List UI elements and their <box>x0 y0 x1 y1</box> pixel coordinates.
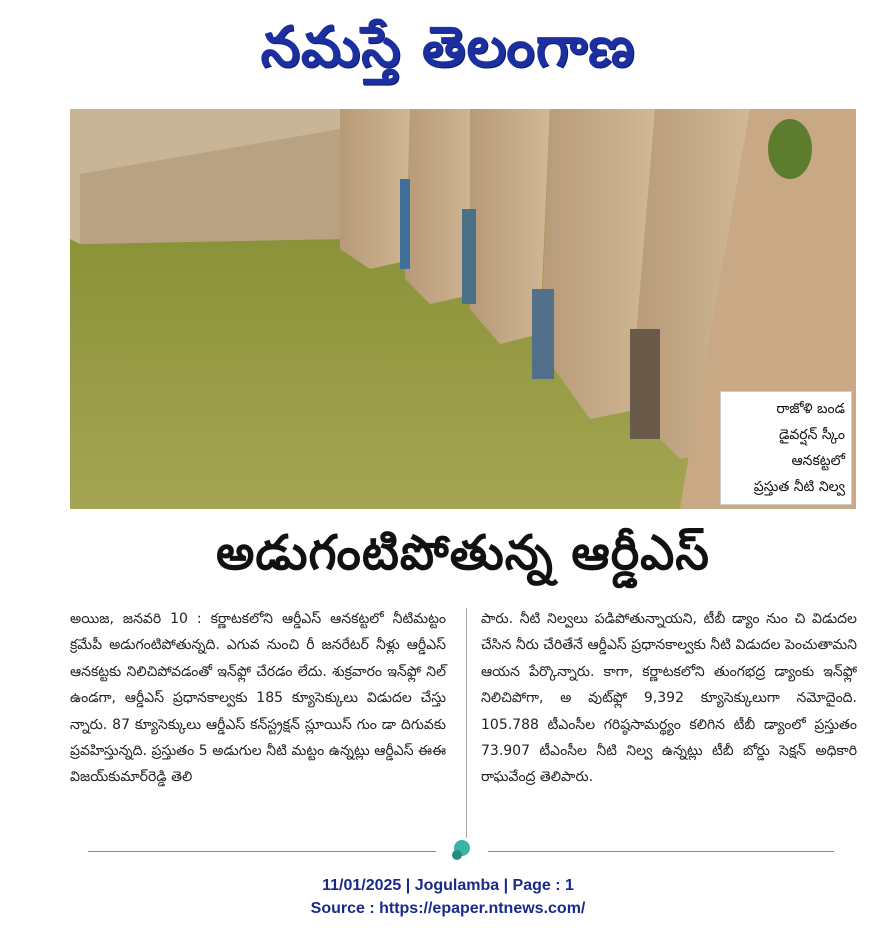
caption-line: రాజోళి బండ <box>776 401 845 417</box>
caption-line: ఆనకట్టలో <box>791 453 845 469</box>
edition-info: 11/01/2025 | Jogulamba | Page : 1 <box>322 877 574 894</box>
caption-line: ప్రస్తుత నీటి నిల్వ <box>753 479 845 495</box>
footer-rule-left <box>88 851 436 852</box>
article-column-left: అయిజ, జనవరి 10 : కర్ణాటకలోని ఆర్డీఎస్ ఆనకట్టలో నీటిమట్టం క్రమేపీ అడుగంటిపోతున్నది. ఎగువ నుంచి రీ జనరేటర్ నీళ్లు ఆర్డీఎస్ ఆనకట్టకు నిలిచిపోవడంతో ఇన్‌ఫ్లో చేరడం లేదు. శుక్రవారం ఇన్‌ఫ్లో నిల్ ఉండగా, ఆర్డీఎస్ ప్రధానకాల్వకు 185 క్యూసెక్కులు విడుదల చేస్తు న్నారు. 87 క్యూసెక్కులు ఆర్డీఎస్ కన్‌స్ట్రక్షన్ స్లూయిస్ గుం డా దిగువకు ప్రవహిస్తున్నది. ప్రస్తుతం 5 అడుగుల నీటి మట్టం ఉన్నట్లు ఆర్డీఎస్ ఈఈ విజయ్‌కుమార్‌రెడ్డి తెలి <box>70 611 446 786</box>
source-link[interactable]: Source : https://epaper.ntnews.com/ <box>310 900 586 917</box>
newspaper-title: నమస్తే తెలంగాణ <box>260 14 636 80</box>
caption-line: డైవర్షన్ స్కీం <box>778 427 845 443</box>
publisher-logo-icon <box>449 839 473 861</box>
article-column-right: పారు. నీటి నిల్వలు పడిపోతున్నాయని, టీబీ డ్యాం నుం చి విడుదల చేసిన నీరు చేరితేనే ఆర్డీఎస్ ప్రధానకాల్వకు నీటి విడుదల పెంచుతామని ఆయన పేర్కొన్నారు. కాగా, కర్ణాటకలోని తుంగభద్ర డ్యాంకు ఇన్‌ఫ్లో నిలిచిపోగా, అ వుట్‌ఫ్లో 9,392 క్యూసెక్కులుగా నమోదైంది. 105.788 టీఎంసీల గరిష్ఠసామర్థ్యం కలిగిన టీబీ డ్యాంలో ప్రస్తుతం 73.907 టీఎంసీల నీటి నిల్వ ఉన్నట్లు టీబీ బోర్డు సెక్షన్ అధికారి రాఘవేంద్ర తెలిపారు. <box>481 611 857 786</box>
article-headline: అడుగంటిపోతున్న ఆర్డీఎస్ <box>216 525 710 581</box>
footer-rule-right <box>488 851 834 852</box>
masthead <box>0 0 896 108</box>
photo-caption <box>720 391 852 505</box>
news-photo <box>70 109 856 509</box>
column-divider <box>466 608 467 838</box>
